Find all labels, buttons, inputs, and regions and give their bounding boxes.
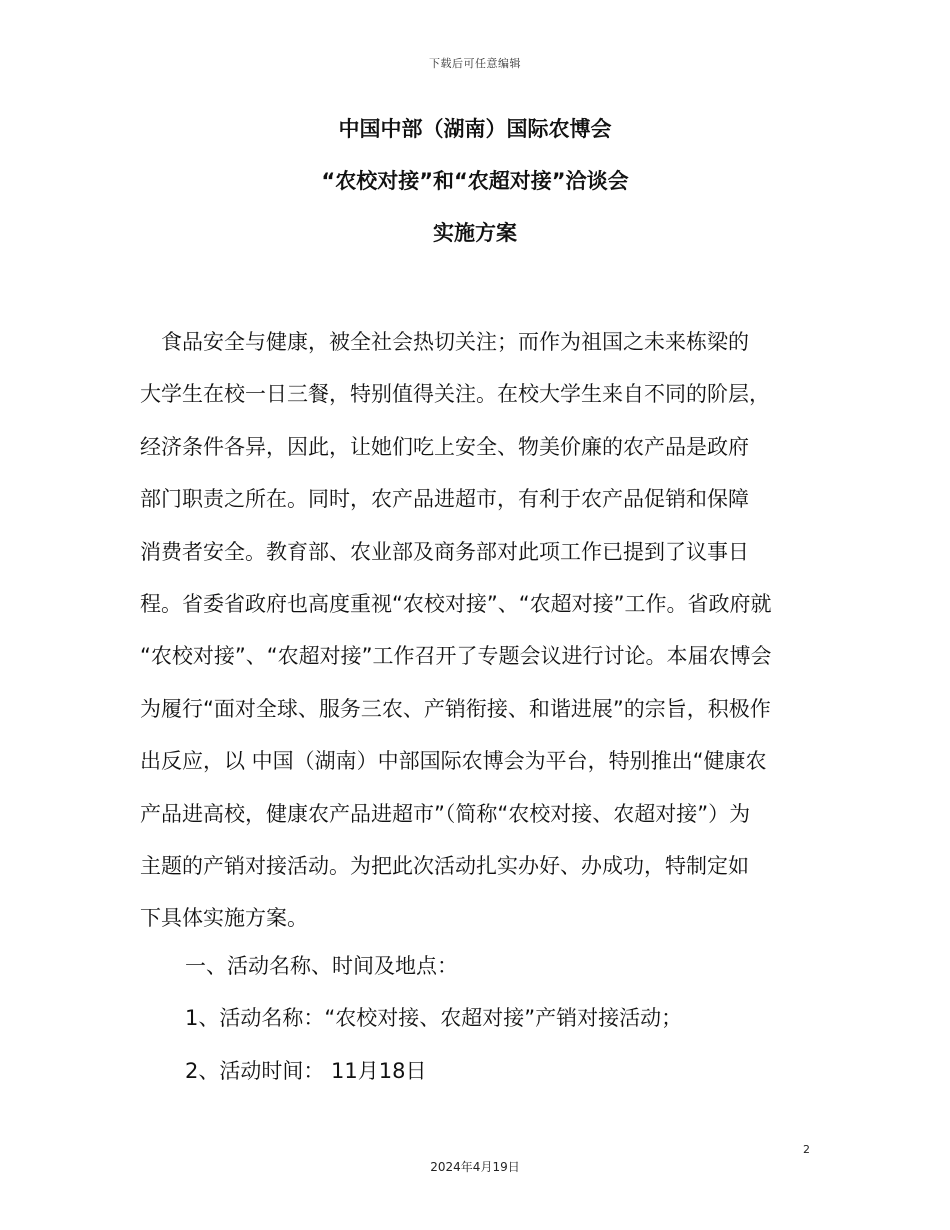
body-line: 程。省委省政府也高度重视“农校对接”、“农超对接”工作。省政府就: [140, 592, 772, 617]
list-item-activity-name: 1、活动名称：“农校对接、农超对接”产销对接活动；: [185, 1006, 683, 1031]
footer-date: 2024年4月19日: [430, 1160, 520, 1174]
body-paragraph: [140, 316, 812, 945]
page-number: 2: [803, 1143, 810, 1156]
body-line: 产品进高校，健康农产品进超市”（简称“农校对接、农超对接”）为: [140, 801, 751, 826]
body-line: 经济条件各异，因此，让她们吃上安全、物美价廉的农产品是政府: [140, 434, 749, 459]
list-item-activity-time: 2、活动时间： 11月18日: [185, 1058, 427, 1083]
document-title: [0, 112, 950, 268]
activity-list: [185, 940, 825, 1097]
title-line-3: 实施方案: [433, 221, 517, 245]
body-line: 食品安全与健康，被全社会热切关注；而作为祖国之未来栋梁的: [140, 330, 749, 354]
header-note: 下载后可任意编辑: [429, 57, 521, 70]
body-line: “农校对接”、“农超对接”工作召开了专题会议进行讨论。本届农博会: [140, 644, 772, 669]
body-line: 部门职责之所在。同时，农产品进超市，有利于农产品促销和保障: [140, 487, 749, 512]
title-line-2: “农校对接”和“农超对接”洽谈会: [321, 169, 629, 193]
body-line: 消费者安全。教育部、农业部及商务部对此项工作已提到了议事日: [140, 539, 749, 564]
body-line: 主题的产销对接活动。为把此次活动扎实办好、办成功，特制定如: [140, 854, 749, 879]
body-line: 大学生在校一日三餐，特别值得关注。在校大学生来自不同的阶层，: [140, 382, 770, 407]
body-line: 出反应，以 中国（湖南）中部国际农博会为平台，特别推出“健康农: [140, 749, 767, 774]
body-line: 下具体实施方案。: [140, 906, 308, 931]
section-heading: 一、活动名称、时间及地点：: [185, 954, 458, 978]
title-line-1: 中国中部（湖南）国际农博会: [338, 117, 612, 141]
body-line: 为履行“面对全球、服务三农、产销衔接、和谐进展”的宗旨，积极作: [140, 696, 771, 721]
